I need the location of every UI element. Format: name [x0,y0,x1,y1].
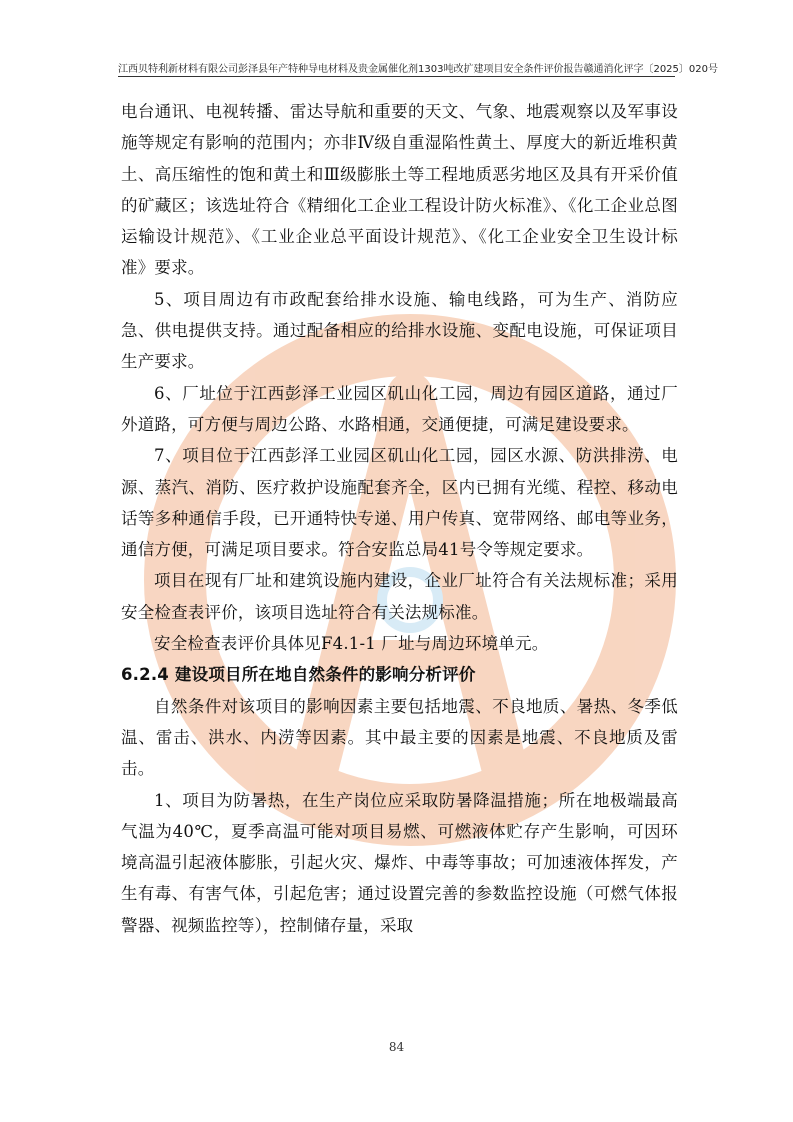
page-header [118,55,718,75]
header-document-number: 赣通消化评字〔2025〕020号 [583,64,718,75]
paragraph-park-facilities: 7、项目位于江西彭泽工业园区矶山化工园，园区水源、防洪排涝、电源、蒸汽、消防、医疗救护设施配套齐全，区内已拥有光缆、程控、移动电话等多种通信手段，已开通特快专递、用户传真、宽带网络、邮电等业务，通信方便，可满足项目要求。符合安监总局41号令等规定要求。 [121,446,678,560]
paragraph-site-conclusion: 项目在现有厂址和建筑设施内建设，企业厂址符合有关法规标准；采用安全检查表评价，该项目选址符合有关法规标准。 [121,571,678,622]
paragraph-utilities: 5、项目周边有市政配套给排水设施、输电线路，可为生产、消防应急、供电提供支持。通过配备相应的给排水设施、变配电设施，可保证项目生产要求。 [121,289,678,372]
header-rule [118,76,675,77]
paragraph-checklist-reference: 安全检查表评价具体见F4.1-1 厂址与周边环境单元。 [154,634,549,654]
document-body [121,96,678,941]
paragraph-natural-factors: 自然条件对该项目的影响因素主要包括地震、不良地质、暑热、冬季低温、雷击、洪水、内涝等因素。其中最主要的因素是地震、不良地质及雷击。 [121,696,678,779]
section-heading: 6.2.4 建设项目所在地自然条件的影响分析评价 [121,665,476,685]
header-report-title: 江西贝特利新材料有限公司彭泽县年产特种导电材料及贵金属催化剂1303吨改扩建项目安全条件评价报告 [118,64,584,75]
paragraph-heat-measures: 1、项目为防暑热，在生产岗位应采取防暑降温措施；所在地极端最高气温为40℃，夏季高温可能对项目易燃、可燃液体贮存产生影响，可因环境高温引起液体膨胀，引起火灾、爆炸、中毒等事故；可加速液体挥发，产生有毒、有害气体，引起危害；通过设置完善的参数监控设施（可燃气体报警器、视频监控等），控制储存量，采取 [121,790,678,935]
page-number: 84 [388,1040,405,1054]
paragraph-transport: 6、厂址位于江西彭泽工业园区矶山化工园，周边有园区道路，通过厂外道路，可方便与周边公路、水路相通，交通便捷，可满足建设要求。 [121,383,678,434]
paragraph-site-restrictions: 电台通讯、电视转播、雷达导航和重要的天文、气象、地震观察以及军事设施等规定有影响的范围内；亦非Ⅳ级自重湿陷性黄土、厚度大的新近堆积黄土、高压缩性的饱和黄土和Ⅲ级膨胀土等工程地质恶劣地区及具有开采价值的矿藏区；该选址符合《精细化工企业工程设计防火标准》、《化工企业总图运输设计规范》、《工业企业总平面设计规范》、《化工企业安全卫生设计标准》要求。 [121,102,678,278]
